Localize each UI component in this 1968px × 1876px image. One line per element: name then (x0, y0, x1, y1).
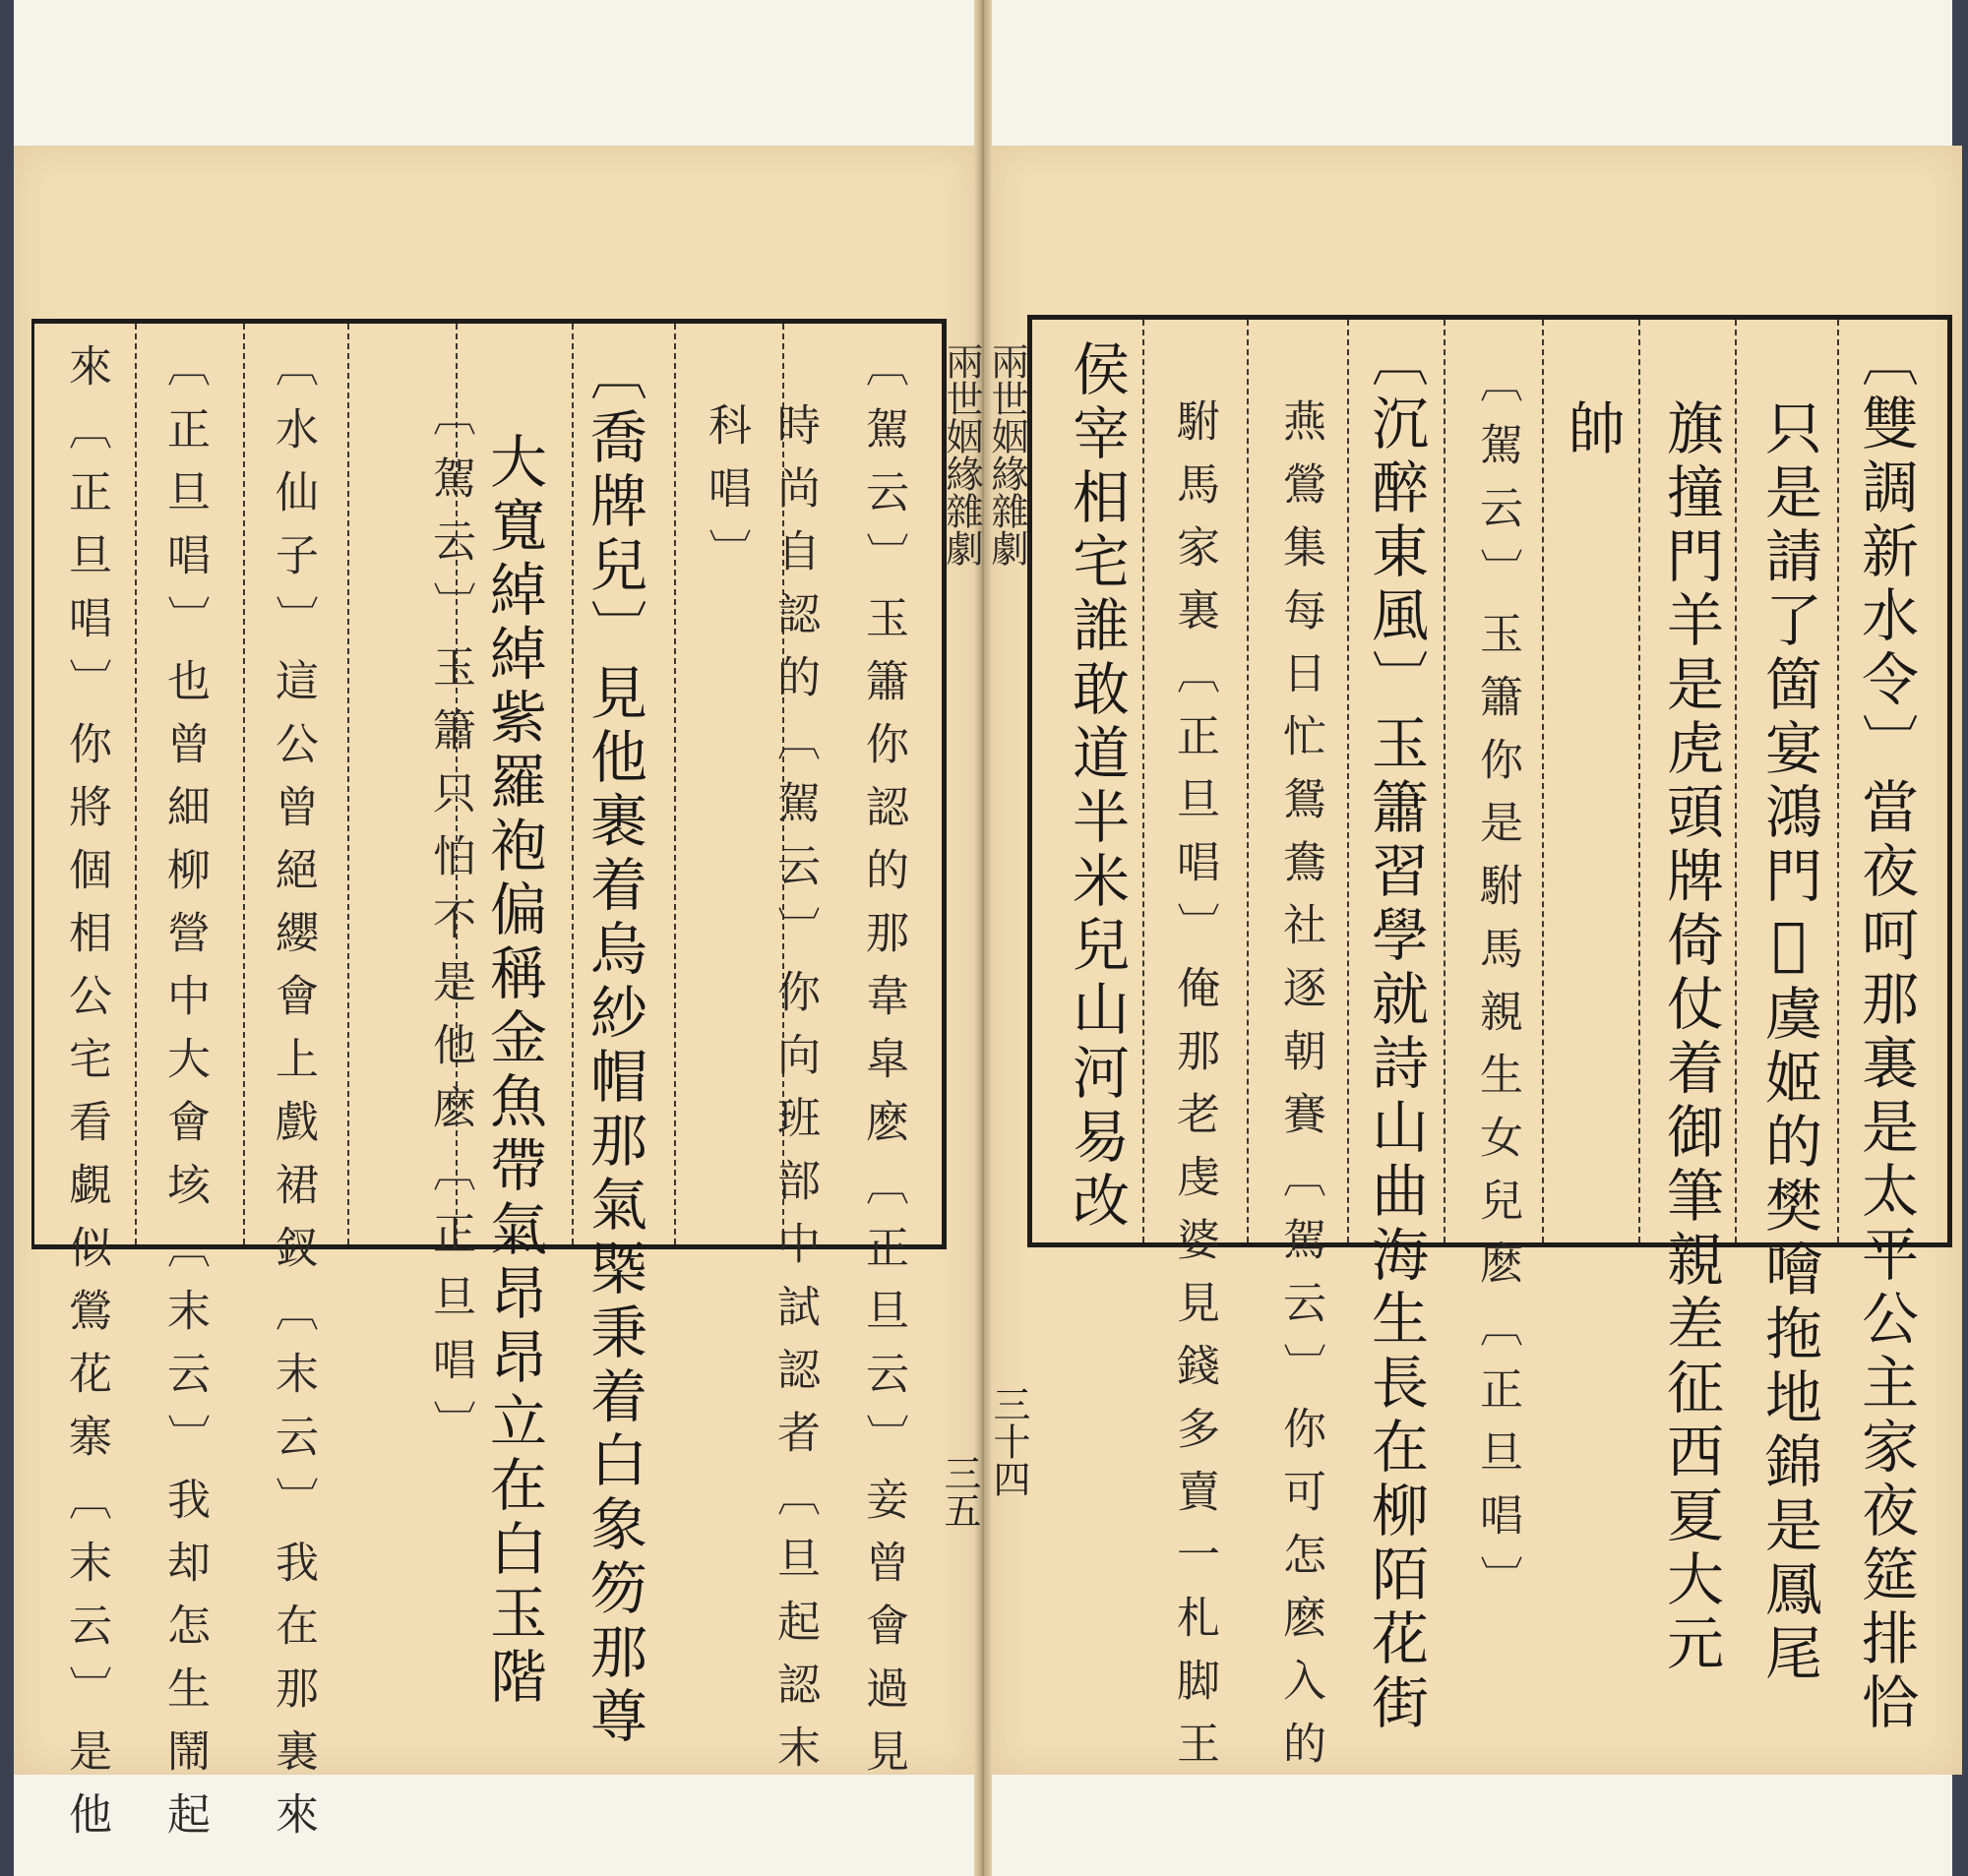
book-gutter (974, 0, 992, 1876)
text-column-8: 〔正旦唱〕也曾細柳營中大會垓〔末云〕我却怎生鬧起 (159, 343, 210, 1854)
text-column-1: 〔駕云〕玉簫你認的那韋皐麽〔正旦云〕妾曾會過見 (858, 343, 908, 1791)
text-column-5: 〔喬牌兒〕見他裹着烏紗帽那氣槩秉着白象笏那尊 (581, 343, 647, 1750)
text-column-8: 駙馬家裏〔正旦唱〕俺那老虔婆見錢多賣一札脚王 (1169, 398, 1219, 1784)
text-column-7: 〔水仙子〕這公曾絕纓會上戲裙釵〔末云〕我在那裏來 (268, 343, 318, 1854)
column-rule (1347, 320, 1349, 1242)
right-page (985, 146, 1962, 1784)
blank-sheet-bottom-right (992, 1771, 1952, 1876)
text-column-4: 〔駕云〕玉簫只怕不是他麽〔正旦唱〕 (425, 393, 475, 1463)
text-column-6: 大寬綽綽紫羅袍偏稱金魚帶氣昂昂立在白玉階 (480, 432, 547, 1711)
left-text-frame (31, 319, 947, 1854)
column-rule (674, 324, 676, 1244)
text-column-9: 來〔正旦唱〕你將個相公宅看覷似鶯花寨〔末云〕是他 (61, 343, 111, 1854)
text-column-2: 只是請了箇宴鴻門𢽎虞姬的樊噲拖地錦是鳳尾 (1755, 398, 1822, 1687)
column-rule (347, 324, 349, 1244)
column-rule (243, 324, 245, 1244)
right-text-frame (1027, 315, 1952, 1784)
text-column-6: 〔沉醉東風〕玉簫習學就詩山曲海生長在柳陌花街 (1362, 330, 1429, 1736)
right-page-number: 三十四 (987, 1385, 1030, 1497)
column-rule (135, 324, 137, 1244)
left-margin-title: 兩世姻緣雜劇 (940, 342, 983, 567)
text-column-5: 〔駕云〕玉簫你是駙馬親生女兒麽〔正旦唱〕 (1472, 359, 1522, 1618)
column-rule (1735, 320, 1737, 1242)
column-rule (1837, 320, 1839, 1242)
column-rule (1142, 320, 1144, 1242)
blank-sheet-top-left (14, 0, 974, 148)
column-rule (1542, 320, 1544, 1242)
column-rule (1444, 320, 1445, 1242)
text-column-9: 侯宰相宅誰敢道半米兒山河易改 (1063, 339, 1130, 1235)
text-column-4: 帥 (1559, 398, 1626, 462)
text-column-3: 科唱〕 (701, 402, 751, 591)
column-rule (572, 324, 574, 1244)
blank-sheet-top-right (992, 0, 1952, 148)
right-margin-title: 兩世姻緣雜劇 (985, 342, 1028, 567)
left-page (14, 146, 983, 1854)
text-column-1: 〔雙調新水令〕當夜呵那裏是太平公主家夜筵排恰 (1852, 330, 1919, 1736)
text-column-2: 時尚自認的〔駕云〕你向班部中試認者〔旦起認末 (769, 402, 820, 1787)
text-column-7: 燕鶯集每日忙鴛鴦社逐朝賽〔駕云〕你可怎麽入的 (1275, 398, 1325, 1784)
left-page-number: 三五 (938, 1454, 981, 1529)
column-rule (1247, 320, 1249, 1242)
column-rule (1638, 320, 1640, 1242)
blank-sheet-bottom-left (14, 1771, 974, 1876)
text-column-3: 旗撞門羊是虎頭牌倚仗着御筆親差征西夏大元 (1657, 398, 1724, 1677)
